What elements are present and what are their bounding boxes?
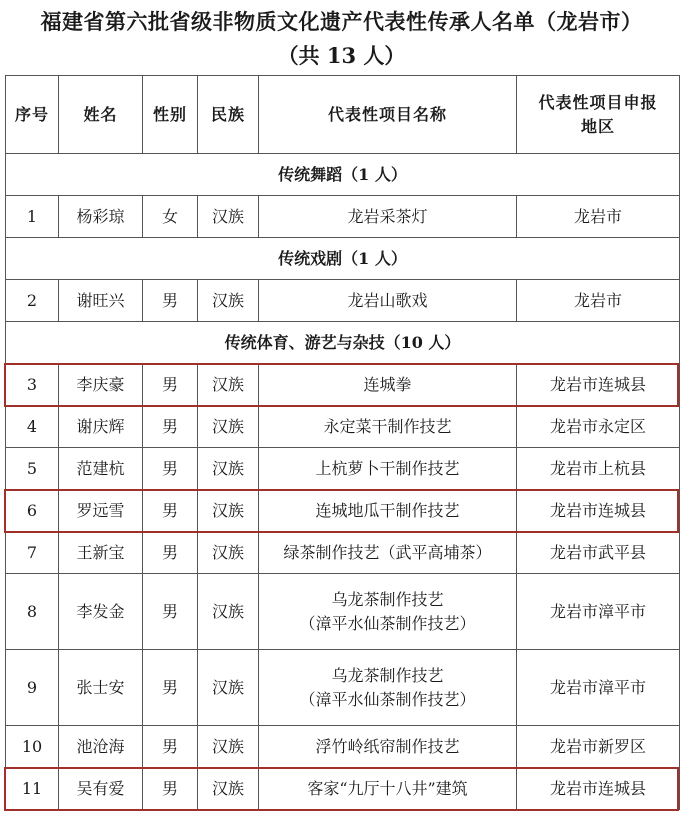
cell-index: 1 bbox=[6, 196, 59, 238]
cell-index: 8 bbox=[6, 574, 59, 650]
cell-ethnicity: 汉族 bbox=[198, 768, 259, 810]
project-line: 客家“九厅十八井”建筑 bbox=[307, 778, 468, 798]
cell-gender: 男 bbox=[143, 406, 198, 448]
cell-region: 龙岩市上杭县 bbox=[517, 448, 680, 490]
cell-region: 龙岩市连城县 bbox=[517, 768, 680, 810]
cell-ethnicity: 汉族 bbox=[198, 490, 259, 532]
cell-name: 范建杭 bbox=[59, 448, 143, 490]
cell-ethnicity: 汉族 bbox=[198, 532, 259, 574]
header-project: 代表性项目名称 bbox=[259, 76, 517, 154]
cell-project bbox=[259, 280, 517, 322]
cell-name: 王新宝 bbox=[59, 532, 143, 574]
table-row bbox=[6, 574, 680, 650]
document-subtitle: （共 13 人） bbox=[277, 43, 406, 68]
section-row bbox=[6, 238, 680, 280]
cell-project bbox=[259, 448, 517, 490]
cell-name: 罗远雪 bbox=[59, 490, 143, 532]
cell-gender: 男 bbox=[143, 364, 198, 406]
cell-index: 3 bbox=[6, 364, 59, 406]
cell-region: 龙岩市漳平市 bbox=[517, 650, 680, 726]
cell-gender: 男 bbox=[143, 726, 198, 768]
cell-region: 龙岩市武平县 bbox=[517, 532, 680, 574]
cell-gender: 女 bbox=[143, 196, 198, 238]
table-row bbox=[6, 364, 680, 406]
header-region: 代表性项目申报地区 bbox=[517, 76, 680, 154]
project-line-secondary: （漳平水仙茶制作技艺） bbox=[299, 613, 476, 633]
header-index: 序号 bbox=[6, 76, 59, 154]
cell-index: 6 bbox=[6, 490, 59, 532]
cell-region: 龙岩市新罗区 bbox=[517, 726, 680, 768]
inheritors-table bbox=[5, 75, 680, 810]
table-row bbox=[6, 650, 680, 726]
section-row bbox=[6, 154, 680, 196]
document-title: 福建省第六批省级非物质文化遗产代表性传承人名单（龙岩市） bbox=[40, 9, 643, 34]
cell-name: 李发金 bbox=[59, 574, 143, 650]
cell-project bbox=[259, 574, 517, 650]
project-line-secondary: （漳平水仙茶制作技艺） bbox=[299, 689, 476, 709]
cell-ethnicity: 汉族 bbox=[198, 448, 259, 490]
cell-index: 9 bbox=[6, 650, 59, 726]
cell-gender: 男 bbox=[143, 490, 198, 532]
cell-region: 龙岩市永定区 bbox=[517, 406, 680, 448]
project-line: 乌龙茶制作技艺 bbox=[331, 666, 444, 686]
table-row bbox=[6, 448, 680, 490]
cell-index: 7 bbox=[6, 532, 59, 574]
cell-region: 龙岩市连城县 bbox=[517, 490, 680, 532]
cell-name: 池沧海 bbox=[59, 726, 143, 768]
project-line: 连城地瓜干制作技艺 bbox=[315, 500, 460, 520]
cell-project bbox=[259, 406, 517, 448]
section-label: 传统戏剧（1 人） bbox=[6, 238, 680, 280]
cell-project bbox=[259, 364, 517, 406]
cell-index: 11 bbox=[6, 768, 59, 810]
section-label: 传统体育、游艺与杂技（10 人） bbox=[6, 322, 680, 364]
cell-ethnicity: 汉族 bbox=[198, 364, 259, 406]
table-body bbox=[6, 154, 680, 810]
cell-region: 龙岩市漳平市 bbox=[517, 574, 680, 650]
section-label: 传统舞蹈（1 人） bbox=[6, 154, 680, 196]
table-row bbox=[6, 280, 680, 322]
cell-ethnicity: 汉族 bbox=[198, 280, 259, 322]
cell-project bbox=[259, 532, 517, 574]
cell-project bbox=[259, 196, 517, 238]
cell-ethnicity: 汉族 bbox=[198, 726, 259, 768]
table-row bbox=[6, 406, 680, 448]
cell-project bbox=[259, 726, 517, 768]
project-line: 永定菜干制作技艺 bbox=[323, 416, 452, 436]
project-line: 上杭萝卜干制作技艺 bbox=[315, 458, 460, 478]
header-gender: 性别 bbox=[143, 76, 198, 154]
cell-name: 杨彩琼 bbox=[59, 196, 143, 238]
header-name: 姓名 bbox=[59, 76, 143, 154]
cell-index: 5 bbox=[6, 448, 59, 490]
cell-ethnicity: 汉族 bbox=[198, 406, 259, 448]
cell-name: 张士安 bbox=[59, 650, 143, 726]
cell-gender: 男 bbox=[143, 574, 198, 650]
cell-project bbox=[259, 768, 517, 810]
cell-index: 10 bbox=[6, 726, 59, 768]
table-row bbox=[6, 768, 680, 810]
cell-region: 龙岩市 bbox=[517, 196, 680, 238]
project-line: 绿茶制作技艺（武平高埔茶） bbox=[283, 542, 492, 562]
cell-index: 2 bbox=[6, 280, 59, 322]
cell-name: 谢庆辉 bbox=[59, 406, 143, 448]
cell-gender: 男 bbox=[143, 280, 198, 322]
table-row bbox=[6, 490, 680, 532]
cell-region: 龙岩市 bbox=[517, 280, 680, 322]
project-line: 乌龙茶制作技艺 bbox=[331, 590, 444, 610]
section-row bbox=[6, 322, 680, 364]
cell-gender: 男 bbox=[143, 650, 198, 726]
header-ethnicity: 民族 bbox=[198, 76, 259, 154]
table-row bbox=[6, 726, 680, 768]
project-line: 龙岩山歌戏 bbox=[347, 290, 428, 310]
cell-ethnicity: 汉族 bbox=[198, 650, 259, 726]
cell-region: 龙岩市连城县 bbox=[517, 364, 680, 406]
cell-gender: 男 bbox=[143, 768, 198, 810]
cell-index: 4 bbox=[6, 406, 59, 448]
project-line: 连城拳 bbox=[363, 374, 412, 394]
cell-ethnicity: 汉族 bbox=[198, 574, 259, 650]
cell-project bbox=[259, 490, 517, 532]
cell-name: 谢旺兴 bbox=[59, 280, 143, 322]
cell-ethnicity: 汉族 bbox=[198, 196, 259, 238]
cell-gender: 男 bbox=[143, 448, 198, 490]
table-row bbox=[6, 196, 680, 238]
cell-gender: 男 bbox=[143, 532, 198, 574]
cell-name: 李庆豪 bbox=[59, 364, 143, 406]
table-header-row bbox=[6, 76, 680, 154]
cell-project bbox=[259, 650, 517, 726]
project-line: 龙岩采茶灯 bbox=[347, 206, 428, 226]
project-line: 浮竹岭纸帘制作技艺 bbox=[315, 736, 460, 756]
table-row bbox=[6, 532, 680, 574]
cell-name: 吴有爱 bbox=[59, 768, 143, 810]
